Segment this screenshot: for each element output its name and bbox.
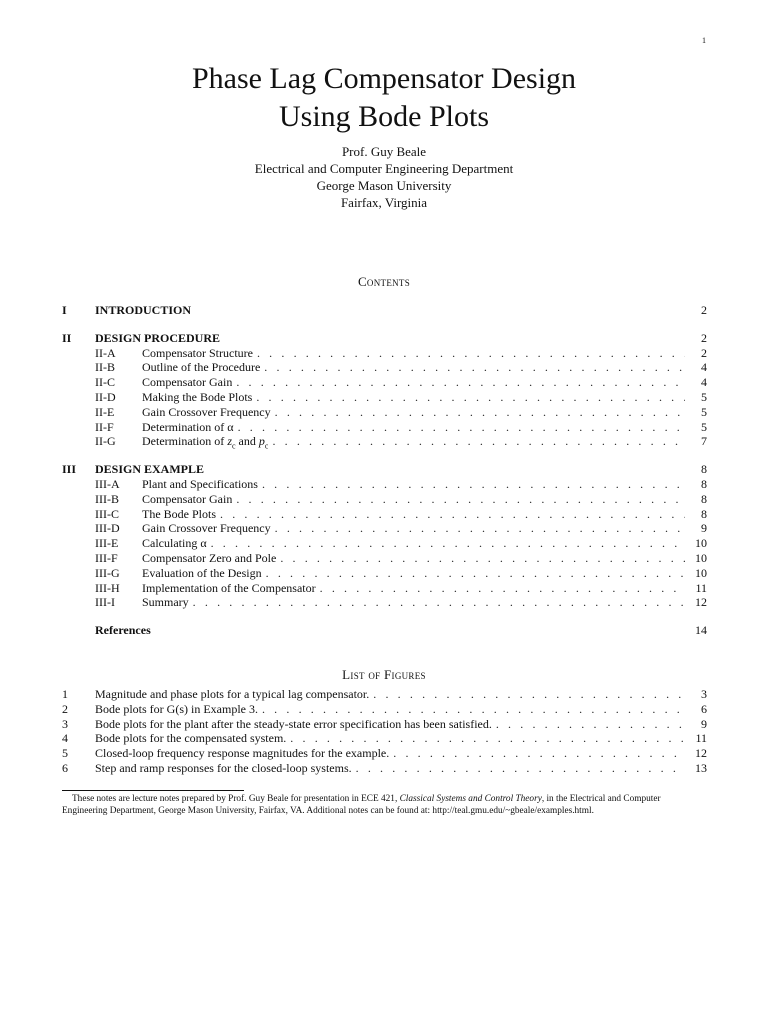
dot-leader [234, 420, 685, 435]
toc-subsection-title: Making the Bode Plots [142, 389, 253, 404]
toc-section [62, 331, 707, 346]
toc-subsection [62, 390, 707, 405]
toc-subsection-page: 5 [701, 404, 707, 419]
figure-entry-number: 2 [62, 701, 68, 716]
toc-subsection-number: III-H [95, 580, 120, 595]
document-title [0, 60, 768, 136]
figure-entry-title: Bode plots for the plant after the steady-state error specification has been satisfied. [95, 716, 492, 731]
figure-entry-title: Closed-loop frequency response magnitudes for the example. [95, 746, 390, 761]
section-gap [62, 318, 707, 331]
toc-subsection-title: Outline of the Procedure [142, 360, 261, 375]
author-university: George Mason University [316, 178, 452, 193]
toc-subsection-page: 8 [701, 506, 707, 521]
dot-leader [389, 746, 685, 761]
toc-subsection-page: 4 [701, 375, 707, 390]
toc-subsection-page: 5 [701, 419, 707, 434]
figure-entry-page: 11 [695, 731, 707, 746]
toc-subsection-title: Summary [142, 595, 189, 610]
toc-subsection-number: III-D [95, 521, 120, 536]
toc-section-title: DESIGN EXAMPLE [95, 462, 205, 477]
figure-entry-number: 4 [62, 731, 68, 746]
figure-entry-title: Bode plots for the compensated system. [95, 731, 287, 746]
toc-subsection [62, 434, 707, 449]
toc-subsection-number: II-F [95, 419, 114, 434]
dot-leader [253, 346, 685, 361]
author-location: Fairfax, Virginia [340, 195, 428, 210]
author-department: Electrical and Computer Engineering Department [254, 161, 514, 176]
dot-leader [276, 551, 685, 566]
toc-subsection-page: 9 [701, 521, 707, 536]
toc-subsection-title: Compensator Gain [142, 491, 233, 506]
toc-subsection-number: III-C [95, 506, 119, 521]
toc-subsection-page: 5 [701, 389, 707, 404]
toc-subsection [62, 420, 707, 435]
toc-subsection-page: 10 [695, 536, 707, 551]
toc-subsection [62, 551, 707, 566]
toc-subsection [62, 595, 707, 610]
dot-leader [207, 536, 685, 551]
figure-entry [62, 746, 707, 761]
toc-subsection-title: Compensator Structure [142, 345, 253, 360]
toc-section [62, 462, 707, 477]
toc-subsection-title: The Bode Plots [142, 506, 216, 521]
figure-entry-title: Bode plots for G(s) in Example 3. [95, 701, 258, 716]
toc-subsection-title: Compensator Gain [142, 375, 233, 390]
toc-subsection-number: II-B [95, 360, 115, 375]
toc-section-page: 14 [695, 623, 707, 638]
dot-leader [232, 375, 685, 390]
toc-subsection [62, 492, 707, 507]
dot-leader [258, 477, 685, 492]
toc-section-title: INTRODUCTION [95, 303, 192, 317]
toc-section [62, 623, 707, 638]
footnote [62, 794, 707, 817]
toc-subsection-page: 8 [701, 476, 707, 491]
toc-subsection [62, 521, 707, 536]
toc-section-number: I [62, 303, 67, 317]
toc-subsection-title: Gain Crossover Frequency [142, 521, 271, 536]
toc-subsection-title: Determination of $z_c$ and $p_c$ [142, 434, 269, 451]
toc-subsection [62, 581, 707, 596]
toc-subsection-title: Implementation of the Compensator [142, 580, 316, 595]
footnote-text-end: , in the Electrical and Computer Engineering Department, George Mason University, Fairfax, VA. Additional notes can be found at: http://teal.gmu.edu/~gbeale/examples.html. [62, 794, 661, 816]
toc-subsection [62, 360, 707, 375]
toc-subsection-number: III-A [95, 476, 120, 491]
figure-entry-number: 3 [62, 716, 68, 731]
dot-leader [286, 731, 685, 746]
title-line-2: Using Bode Plots [278, 100, 490, 133]
toc-section-title: DESIGN PROCEDURE [95, 330, 221, 345]
figure-entry [62, 702, 707, 717]
figure-entry-page: 9 [701, 716, 707, 731]
dot-leader [260, 360, 685, 375]
figure-entry [62, 717, 707, 732]
toc-subsection-title: Calculating α [142, 536, 207, 551]
toc-subsection-number: III-G [95, 565, 120, 580]
toc-subsection-number: II-E [95, 404, 115, 419]
figure-entry-page: 12 [695, 746, 707, 761]
dot-leader [271, 521, 685, 536]
toc-subsection-title: Gain Crossover Frequency [142, 404, 271, 419]
toc-section-number: III [62, 462, 77, 477]
toc-subsection-page: 8 [701, 491, 707, 506]
toc-subsection-number: III-F [95, 550, 118, 565]
toc-subsection [62, 566, 707, 581]
toc-subsection [62, 346, 707, 361]
contents-heading: Contents [357, 274, 411, 289]
toc-subsection-page: 12 [695, 595, 707, 610]
toc-subsection-number: II-G [95, 434, 116, 449]
toc-subsection-page: 7 [701, 434, 707, 449]
author-name: Prof. Guy Beale [341, 144, 427, 159]
dot-leader [216, 507, 685, 522]
toc-subsection-title: Determination of α [142, 419, 234, 434]
toc-section-page: 2 [701, 330, 707, 345]
toc-subsection [62, 477, 707, 492]
page-number: 1 [702, 36, 706, 45]
dot-leader [352, 761, 685, 776]
toc-subsection-number: II-A [95, 345, 116, 360]
toc-subsection [62, 375, 707, 390]
toc-subsection-page: 10 [695, 550, 707, 565]
toc-subsection-number: III-E [95, 536, 119, 551]
figure-entry [62, 687, 707, 702]
figure-entry-title: Magnitude and phase plots for a typical lag compensator. [95, 687, 370, 701]
figure-entry-number: 6 [62, 760, 68, 775]
figure-entry-number: 5 [62, 746, 68, 761]
toc-subsection-page: 11 [695, 580, 707, 595]
toc-subsection [62, 536, 707, 551]
toc-subsection [62, 405, 707, 420]
toc-subsection-page: 10 [695, 565, 707, 580]
toc-subsection-number: III-B [95, 491, 119, 506]
toc-section [62, 303, 707, 318]
toc-section-page: 2 [701, 303, 707, 317]
toc-section-page: 8 [701, 462, 707, 477]
toc-subsection-title: Plant and Specifications [142, 476, 258, 491]
toc-subsection-title: Compensator Zero and Pole [142, 550, 277, 565]
dot-leader [258, 702, 685, 717]
figure-entry-page: 13 [695, 760, 707, 775]
dot-leader [268, 434, 685, 449]
dot-leader [271, 405, 685, 420]
toc-subsection-number: II-D [95, 389, 116, 404]
dot-leader [189, 595, 685, 610]
dot-leader [369, 687, 685, 702]
toc-section-number: II [62, 330, 72, 345]
toc-subsection-page: 4 [701, 360, 707, 375]
toc-subsection [62, 507, 707, 522]
toc-subsection-page: 2 [701, 345, 707, 360]
list-of-figures [62, 687, 707, 776]
section-gap [62, 610, 707, 623]
footnote-text-start: These notes are lecture notes prepared by Prof. Guy Beale for presentation in ECE 421, [72, 794, 400, 804]
dot-leader [232, 492, 685, 507]
dot-leader [252, 390, 685, 405]
toc-section-title: References [95, 623, 151, 638]
toc-subsection-number: III-I [95, 595, 115, 610]
figure-entry [62, 731, 707, 746]
footnote-course-title: Classical Systems and Control Theory [399, 794, 542, 804]
toc-subsection-title: Evaluation of the Design [142, 565, 262, 580]
figure-entry [62, 761, 707, 776]
table-of-contents [62, 303, 707, 638]
figure-entry-title: Step and ramp responses for the closed-loop systems. [95, 760, 352, 775]
footnote-rule [62, 790, 244, 791]
title-line-1: Phase Lag Compensator Design [191, 62, 577, 95]
dot-leader [262, 566, 685, 581]
figure-entry-number: 1 [62, 687, 68, 701]
author-block [0, 143, 768, 211]
dot-leader [316, 581, 685, 596]
figure-entry-page: 6 [701, 701, 707, 716]
figure-entry-page: 3 [701, 687, 707, 701]
toc-subsection-number: II-C [95, 375, 115, 390]
dot-leader [492, 717, 685, 732]
figures-heading: List of Figures [342, 667, 426, 682]
